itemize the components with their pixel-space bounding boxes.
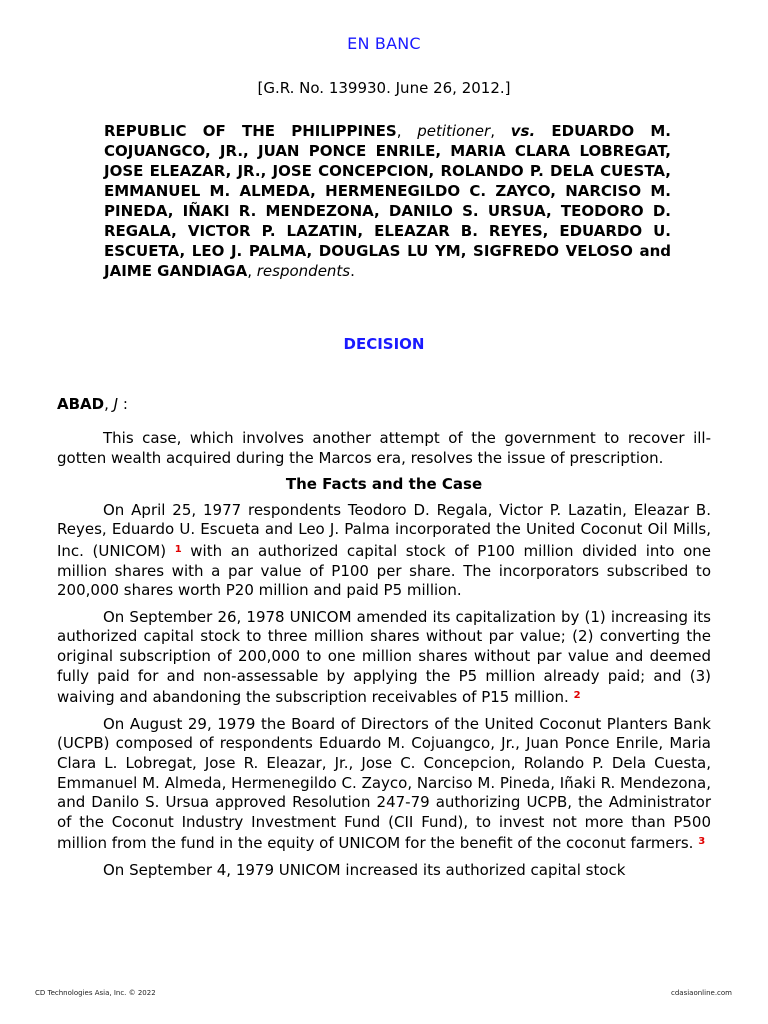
footnote-link-1[interactable]: 1 [174,543,182,555]
paragraph-intro: This case, which involves another attempt of the government to recover ill-gotten wealth acquired during the Marcos era, resolves the issue of prescription. [57,429,711,467]
colon: : [118,395,128,413]
footer-copyright: CD Technologies Asia, Inc. © 2022 [35,989,156,997]
separator: , [490,122,511,140]
ponente-name: ABAD [57,395,105,413]
court-division-banner: EN BANC [347,34,421,53]
separator: , [396,122,418,140]
paragraph-text: On April 25, 1977 respondents Teodoro D. Regala, Victor P. Lazatin, Eleazar B. Reyes, Eduardo U. Escueta and Leo J. Palma incorporated the United Coconut Oil Mills, Inc. (UNICOM) [57,500,711,560]
paragraph-text: with an authorized capital stock of P100 million divided into one million shares with a par value of P100 per share. The incorporators subscribed to 200,000 shares worth P20 million and paid P5 million. [57,541,711,600]
decision-title: DECISION [343,335,425,353]
paragraph-text: On August 29, 1979 the Board of Directors of the United Coconut Planters Bank (UCPB) composed of respondents Eduardo M. Cojuangco, Jr., Juan Ponce Enrile, Maria Clara L. Lobregat, Jose R. Eleazar, Jr., Jose C. Concepcion, Rolando P. Dela Cuesta, Emmanuel M. Almeda, Hermenegildo C. Zayco, Narciso M. Pineda, Iñaki R. Mendezona, and Danilo S. Ursua approved Resolution 247-79 authorizing UCPB, the Administrator of the Coconut Industry Investment Fund (CII Fund), to invest not more than P500 million from the fund in the equity of UNICOM for the benefit of the coconut farmers. [57,714,711,853]
ponente [57,395,128,413]
versus-label: vs. [510,122,536,140]
petitioner-name: REPUBLIC OF THE PHILIPPINES [104,122,397,140]
paragraph-text: On September 26, 1978 UNICOM amended its capitalization by (1) increasing its authorized capital stock to three million shares without par value; (2) converting the original subscription of 200,000 to one million shares without par value and deemed fully paid for and non-assessable by applying the P5 million already paid; and (3) waiving and abandoning the subscription receivables of P15 million. [57,607,711,707]
section-heading: The Facts and the Case [285,475,483,494]
footnote-link-2[interactable]: 2 [573,690,581,702]
decision-body [57,429,711,887]
paragraph: On September 4, 1979 UNICOM increased its authorized capital stock [103,860,626,879]
period: . [350,262,355,280]
footer-site[interactable]: cdasiaonline.com [671,989,732,997]
paragraph [57,715,711,854]
paragraph [57,501,711,601]
respondents-names: EDUARDO M. COJUANGCO, JR., JUAN PONCE ENRILE, MARIA CLARA LOBREGAT, JOSE ELEAZAR, JR., JOSE CONCEPCION, ROLANDO P. DELA CUESTA, EMMANUEL M. ALMEDA, HERMENEGILDO C. ZAYCO, NARCISO M. PINEDA, IÑAKI R. MENDEZONA, DANILO S. URSUA, TEODORO D. REGALA, VICTOR P. LAZATIN, ELEAZAR B. REYES, EDUARDO U. ESCUETA, LEO J. PALMA, DOUGLAS LU YM, SIGFREDO VELOSO and JAIME GANDIAGA [104,122,671,280]
ponente-suffix: J [113,395,119,413]
case-parties [104,121,671,281]
paragraph [57,608,711,708]
footnote-link-3[interactable]: 3 [698,836,706,848]
respondent-role: respondents [256,262,351,280]
petitioner-role: petitioner [417,122,491,140]
separator: , [247,262,257,280]
case-number: [G.R. No. 139930. June 26, 2012.] [257,79,511,97]
separator: , [104,395,114,413]
